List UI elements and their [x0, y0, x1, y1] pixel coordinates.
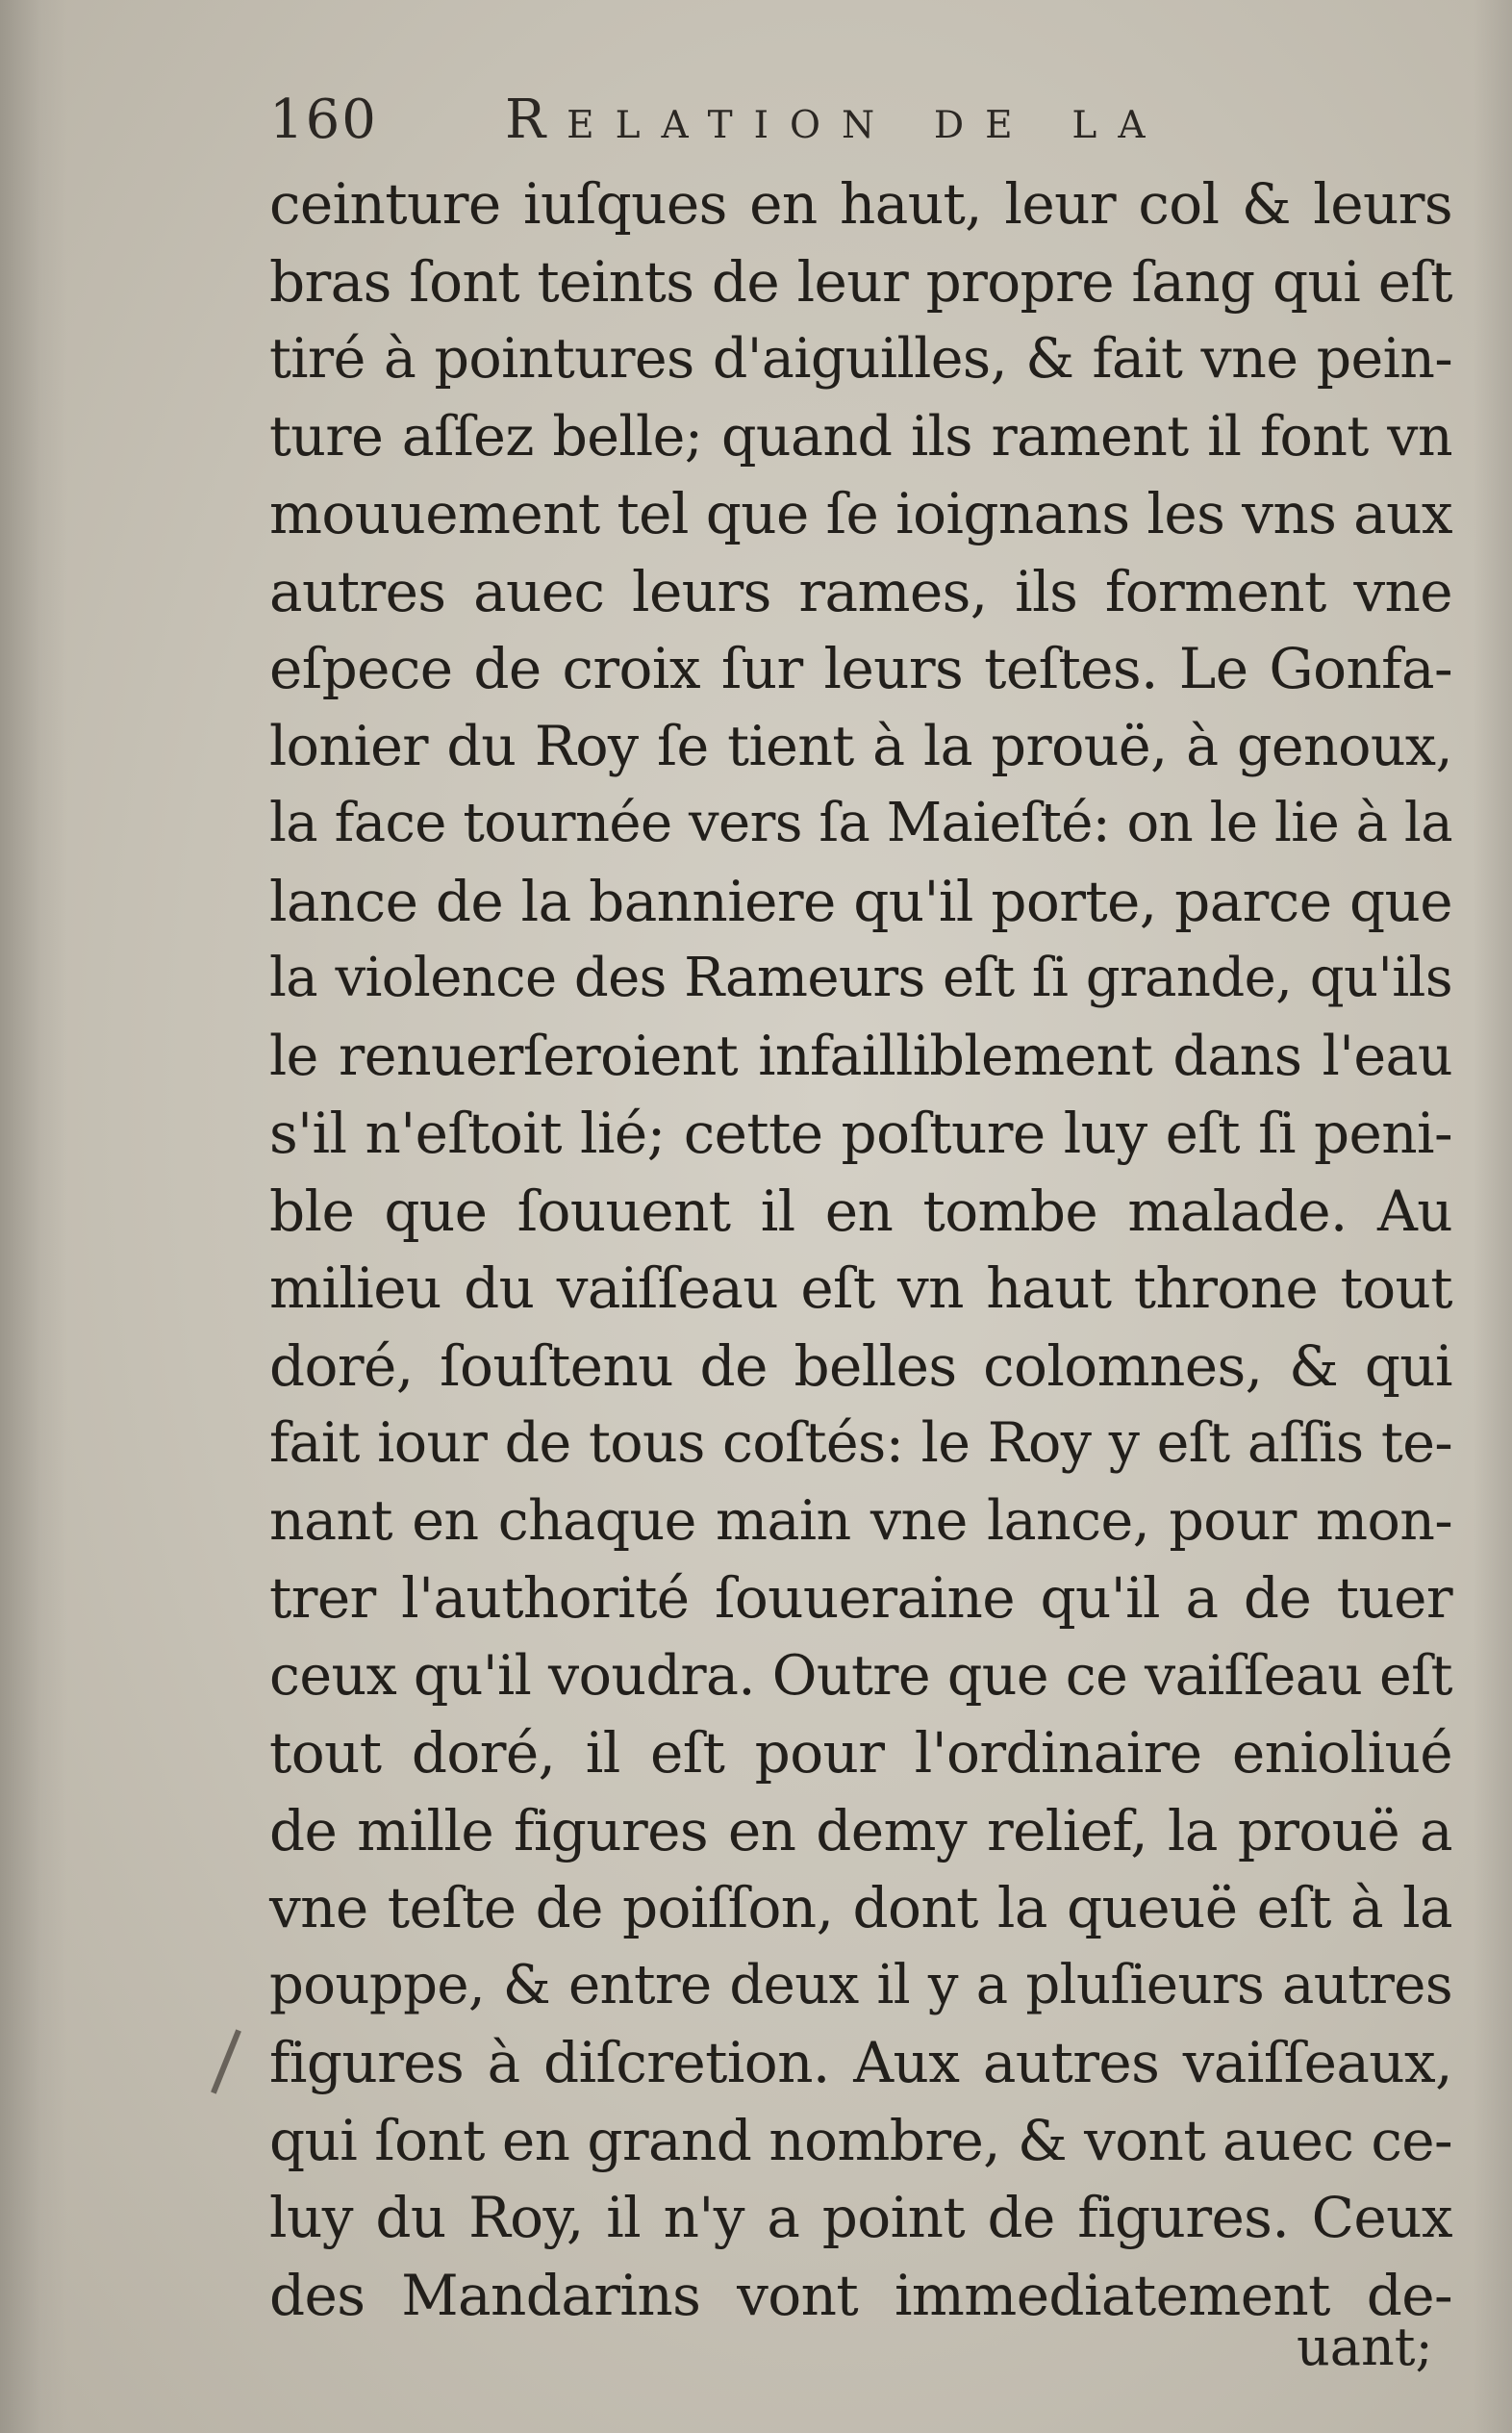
text-line: tout doré, il eſt pour l'ordinaire enioliué	[269, 1720, 1452, 1786]
text-line: nant en chaque main vne lance, pour mon-	[269, 1488, 1452, 1553]
text-line: le renuerſeroient infailliblement dans l'eau	[269, 1024, 1452, 1088]
text-line: figures à diſcretion. Aux autres vaiſſeaux,	[269, 2030, 1452, 2095]
body-text	[269, 165, 1452, 2334]
margin-pencil-mark	[211, 2029, 241, 2093]
page-number: 160	[269, 89, 378, 151]
text-line: eſpece de croix ſur leurs teſtes. Le Gonfa-	[269, 636, 1452, 701]
text-line: tiré à pointures d'aiguilles, & fait vne pein-	[269, 327, 1452, 391]
text-line: lonier du Roy ſe tient à la prouë, à genoux,	[269, 714, 1452, 778]
text-line: lance de la banniere qu'il porte, parce que	[269, 868, 1452, 934]
text-line: ceinture iuſques en haut, leur col & leurs	[269, 171, 1452, 237]
text-line: pouppe, & entre deux il y a pluſieurs autres	[269, 1953, 1452, 2016]
text-line: mouuement tel que ſe ioignans les vns aux	[269, 481, 1452, 546]
text-line: trer l'authorité ſouueraine qu'il a de tuer	[269, 1565, 1452, 1631]
text-line: doré, ſouſtenu de belles colomnes, & qui	[269, 1332, 1452, 1399]
text-line: ture aſſez belle; quand ils rament il font vn	[269, 404, 1452, 469]
text-line: autres auec leurs rames, ils forment vne	[269, 558, 1452, 624]
text-line: bras ſont teints de leur propre ſang qui eſt	[269, 248, 1452, 315]
text-line: de mille figures en demy relief, la prouë a	[269, 1797, 1452, 1863]
running-head	[269, 89, 1270, 156]
text-line: s'il n'eſtoit lié; cette poſture luy eſt ſi peni-	[269, 1101, 1452, 1166]
text-line: fait iour de tous coſtés: le Roy y eſt aſſis te-	[269, 1411, 1452, 1475]
text-line: milieu du vaiſſeau eſt vn haut throne tout	[269, 1255, 1452, 1321]
text-line: la face tournée vers ſa Maieſté: on le lie à la	[269, 792, 1452, 854]
text-line: la violence des Rameurs eſt ſi grande, qu'ils	[269, 947, 1452, 1009]
gutter-shadow	[0, 0, 67, 2433]
text-line: luy du Roy, il n'y a point de figures. Ceux	[269, 2185, 1452, 2250]
text-line: des Mandarins vont immediatement de-	[269, 2262, 1452, 2328]
catchword: uant;	[1297, 2317, 1433, 2377]
text-line: qui ſont en grand nombre, & vont auec ce-	[269, 2107, 1452, 2173]
text-line: vne teſte de poiſſon, dont la queuë eſt à la	[269, 1875, 1452, 1940]
running-title: Relation de la	[505, 89, 1167, 151]
text-line: ble que ſouuent il en tombe malade. Au	[269, 1178, 1452, 1244]
edge-shadow	[1474, 0, 1512, 2433]
text-line: ceux qu'il voudra. Outre que ce vaiſſeau eſt	[269, 1643, 1452, 1708]
